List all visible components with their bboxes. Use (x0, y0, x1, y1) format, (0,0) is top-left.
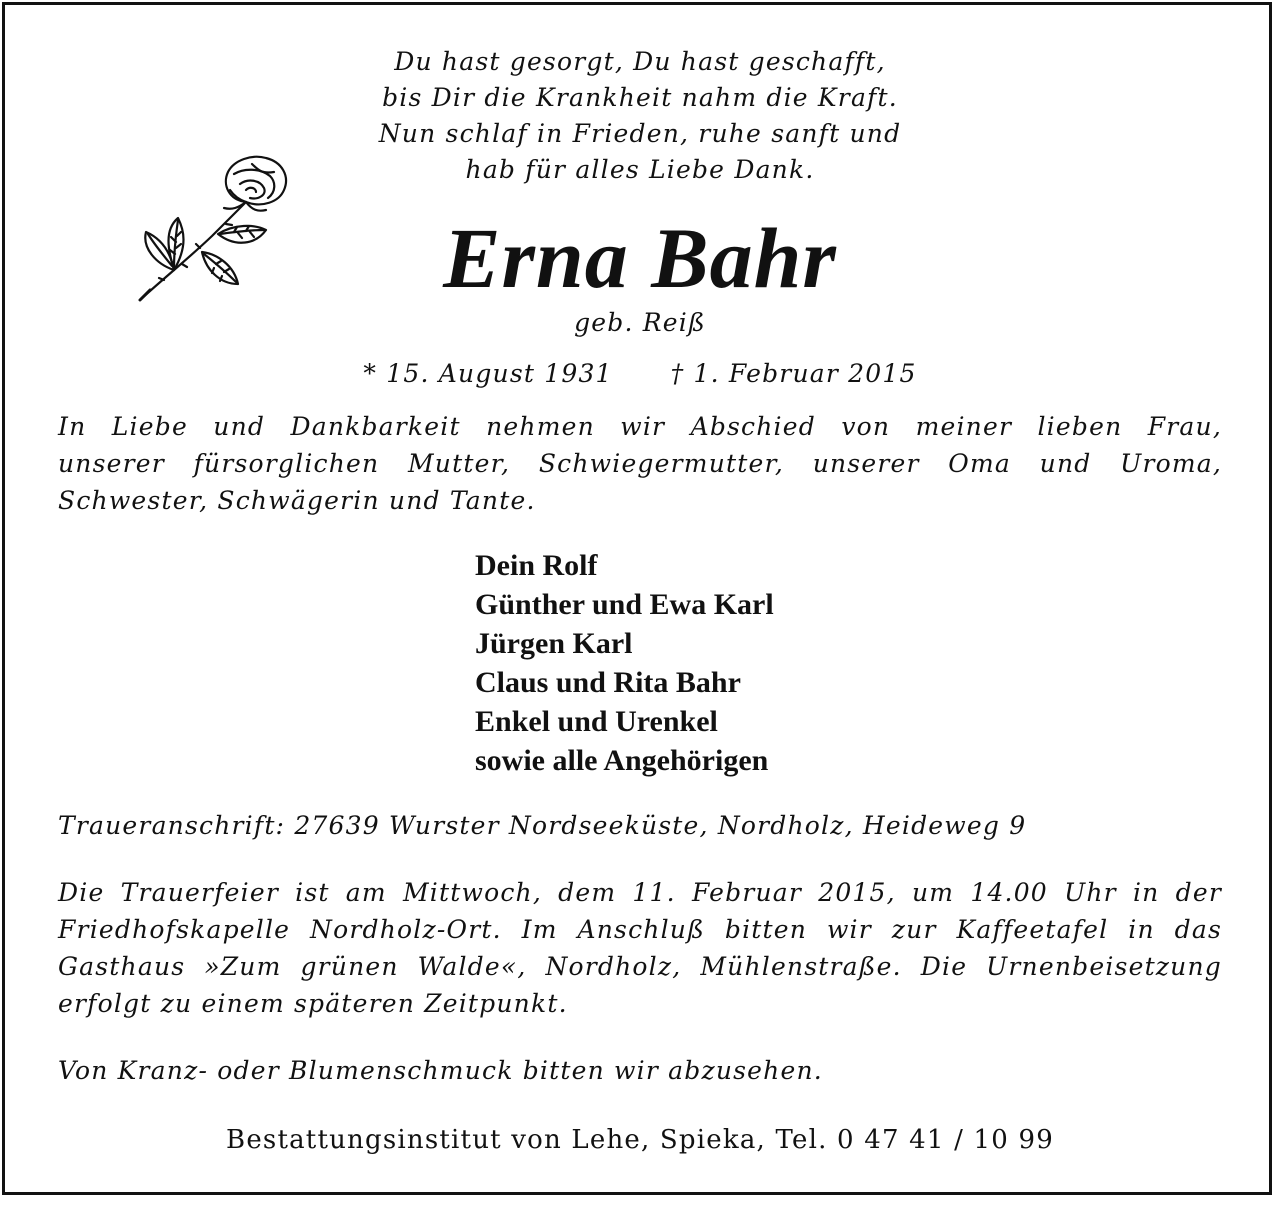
ceremony-line: erfolgt zu einem späteren Zeitpunkt. (58, 989, 568, 1018)
intro-line: In Liebe und Dankbarkeit nehmen wir Abschied von meiner lieben Frau, (58, 412, 1222, 441)
family-member: Dein Rolf (475, 549, 598, 582)
poem-line: Du hast gesorgt, Du hast geschafft, (394, 47, 886, 76)
flowers-note-line: Von Kranz- oder Blumenschmuck bitten wir abzusehen. (58, 1056, 823, 1085)
life-dates (0, 356, 1280, 392)
deceased-name: Erna Bahr (443, 210, 837, 306)
ceremony-info (58, 874, 1222, 1022)
intro-line: Schwester, Schwägerin und Tante. (58, 486, 536, 515)
family-signatures (475, 546, 774, 780)
poem-line: hab für alles Liebe Dank. (465, 155, 815, 184)
intro-line: unserer fürsorglichen Mutter, Schwiegermutter, unserer Oma und Uroma, (58, 449, 1222, 478)
poem-line: Nun schlaf in Frieden, ruhe sanft und (378, 119, 902, 148)
ceremony-line: Gasthaus »Zum grünen Walde«, Nordholz, Mühlenstraße. Die Urnenbeisetzung (58, 952, 1222, 981)
intro-text (58, 408, 1222, 519)
family-member: Jürgen Karl (475, 627, 633, 660)
maiden-name: geb. Reiß (574, 308, 706, 337)
address-line: Traueranschrift: 27639 Wurster Nordseeküste, Nordholz, Heideweg 9 (58, 811, 1027, 840)
family-member: Günther und Ewa Karl (475, 588, 774, 621)
ceremony-line: Die Trauerfeier ist am Mittwoch, dem 11. Februar 2015, um 14.00 Uhr in der (58, 878, 1222, 907)
death-date: † 1. Februar 2015 (670, 359, 917, 388)
funeral-home: Bestattungsinstitut von Lehe, Spieka, Tel. 0 47 41 / 10 99 (226, 1125, 1054, 1155)
family-member: sowie alle Angehörigen (475, 744, 769, 777)
flowers-note (58, 1052, 1222, 1089)
mourning-address (58, 807, 1222, 844)
family-member: Claus und Rita Bahr (475, 666, 741, 699)
family-member: Enkel und Urenkel (475, 705, 718, 738)
birth-date: * 15. August 1931 (363, 359, 613, 388)
ceremony-line: Friedhofskapelle Nordholz-Ort. Im Anschluß bitten wir zur Kaffeetafel in das (58, 915, 1222, 944)
poem-line: bis Dir die Krankheit nahm die Kraft. (382, 83, 898, 112)
